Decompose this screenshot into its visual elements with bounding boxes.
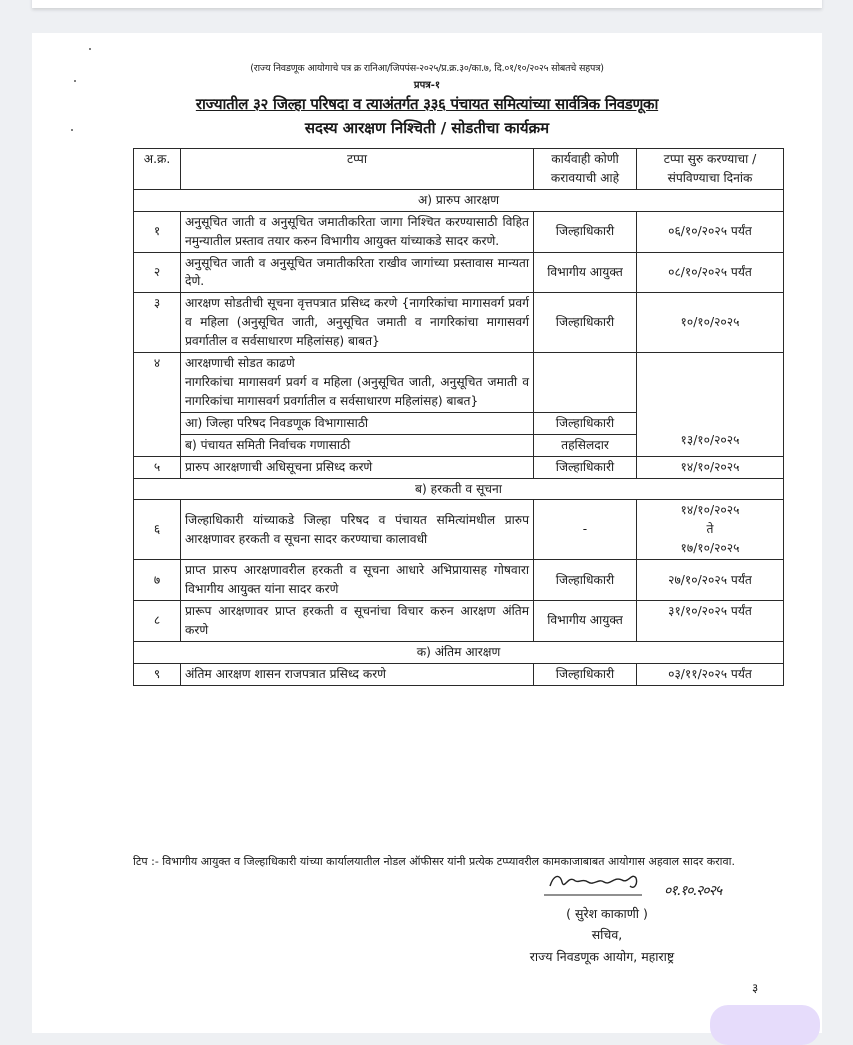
section-row [134, 641, 784, 663]
table-row [134, 211, 784, 252]
row-date: ०३/११/२०२५ पर्यंत [637, 663, 784, 685]
header-authority: कार्यवाही कोणी करावयाची आहे [534, 149, 637, 190]
row-date: ३१/१०/२०२५ पर्यंत [637, 600, 784, 641]
table-row [134, 560, 784, 601]
row-serial: २ [134, 252, 181, 293]
document-title: राज्यातील ३२ जिल्हा परिषदा व त्याअंतर्गत ३३६ पंचायत समित्यांच्या सार्वत्रिक निवडणूका [195, 95, 659, 113]
row-authority: जिल्हाधिकारी [534, 211, 637, 252]
date-to: १७/१०/२०२५ [680, 541, 740, 556]
row-authority: विभागीय आयुक्त [534, 252, 637, 293]
annexure-label: प्रपत्र-१ [413, 80, 441, 91]
signatory-designation: सचिव, [591, 927, 623, 942]
table-row [134, 353, 784, 413]
date-separator: ते [706, 522, 714, 537]
previous-page-card [32, 0, 822, 8]
table-row [134, 500, 784, 560]
row-stage: अनुसूचित जाती व अनुसूचित जमातीकरिता राखीव जागांच्या प्रस्तावास मान्यता देणे. [181, 252, 534, 293]
section-label: क) अंतिम आरक्षण [134, 641, 784, 663]
row-authority: जिल्हाधिकारी [534, 560, 637, 601]
row-authority: विभागीय आयुक्त [534, 600, 637, 641]
row-serial: ७ [134, 560, 181, 601]
row-date: १४/१०/२०२५ [637, 456, 784, 478]
date-from: १४/१०/२०२५ [680, 503, 740, 518]
row-authority: जिल्हाधिकारी [534, 293, 637, 353]
row-serial: ३ [134, 293, 181, 353]
table-row [134, 456, 784, 478]
row-stage: जिल्हाधिकारी यांच्याकडे जिल्हा परिषद व पंचायत समित्यांमधील प्रारुप आरक्षणावर हरकती व सूचना सादर करण्याचा कालावधी [181, 500, 534, 560]
row-stage: आरक्षण सोडतीची सूचना वृत्तपत्रात प्रसिध्द करणे {नागरिकांचा मागासवर्ग प्रवर्ग व महिला (अनुसूचित जाती, अनुसूचित जमाती व नागरिकांचा मागासवर्ग प्रवर्गातील व सर्वसाधारण महिलांसह) बाबत} [181, 293, 534, 353]
header-date: टप्पा सुरु करण्याचा / संपविण्याचा दिनांक [637, 149, 784, 190]
row-authority: - [534, 500, 637, 560]
row-stage-detail: नागरिकांचा मागासवर्ग प्रवर्ग व महिला (अनुसूचित जाती, अनुसूचित जमाती व नागरिकांचा मागासवर्ग प्रवर्गातील व सर्वसाधारण महिलांसह) बाबत} [185, 374, 529, 408]
table-row [134, 293, 784, 353]
section-row [134, 478, 784, 500]
document-page [32, 33, 822, 1033]
subrow-stage: आ) जिल्हा परिषद निवडणूक विभागासाठी [181, 412, 534, 434]
row-authority: जिल्हाधिकारी [534, 456, 637, 478]
row-date: १०/१०/२०२५ [637, 293, 784, 353]
subrow-authority: जिल्हाधिकारी [534, 412, 637, 434]
row-stage [181, 353, 534, 413]
signatory-organization: राज्य निवडणूक आयोग, महाराष्ट्र [529, 949, 675, 964]
row-stage: प्राप्त प्रारुप आरक्षणावरील हरकती व सूचना आधारे अभिप्रायासह गोषवारा विभागीय आयुक्त यांना सादर करणे [181, 560, 534, 601]
document-subtitle: सदस्य आरक्षण निश्चिती / सोडतीचा कार्यक्रम [304, 119, 550, 137]
row-date [637, 500, 784, 560]
row-date: २७/१०/२०२५ पर्यंत [637, 560, 784, 601]
signature-icon [542, 868, 652, 898]
scan-speck [89, 48, 91, 50]
signature-date: ०१.१०.२०२५ [664, 883, 722, 899]
page-number: ३ [752, 981, 759, 995]
section-label: अ) प्रारुप आरक्षण [134, 189, 784, 211]
row-authority [534, 353, 637, 413]
reference-line: (राज्य निवडणूक आयोगाचे पत्र क्र रानिआ/जिपपंस-२०२५/प्र.क्र.३०/का.७, दि.०१/१०/२०२५ सोबतचे सहपत्र) [250, 63, 604, 74]
row-stage: प्रारुप आरक्षणाची अधिसूचना प्रसिध्द करणे [181, 456, 534, 478]
row-serial: ५ [134, 456, 181, 478]
row-serial: १ [134, 211, 181, 252]
subrow-stage: ब) पंचायत समिती निर्वाचक गणासाठी [181, 434, 534, 456]
signatory-name: ( सुरेश काकाणी ) [566, 906, 648, 921]
row-serial: ८ [134, 600, 181, 641]
floating-action-button[interactable] [710, 1005, 820, 1045]
header-serial: अ.क्र. [134, 149, 181, 190]
table-row [134, 663, 784, 685]
section-row [134, 189, 784, 211]
row-date: ०६/१०/२०२५ पर्यंत [637, 211, 784, 252]
row-serial: ६ [134, 500, 181, 560]
row-authority: जिल्हाधिकारी [534, 663, 637, 685]
row-date: ०८/१०/२०२५ पर्यंत [637, 252, 784, 293]
footnote: टिप :- विभागीय आयुक्त व जिल्हाधिकारी यांच्या कार्यालयातील नोडल ऑफीसर यांनी प्रत्येक टप्प्यावरील कामकाजाबाबत आयोगास अहवाल सादर करावा. [133, 855, 735, 868]
table-row [134, 600, 784, 641]
row-serial: ९ [134, 663, 181, 685]
row-serial: ४ [134, 353, 181, 457]
schedule-table [133, 148, 784, 686]
subrow-authority: तहसिलदार [534, 434, 637, 456]
table-row [134, 252, 784, 293]
row-stage-heading: आरक्षणाची सोडत काढणे [185, 356, 295, 371]
row-stage: अनुसूचित जाती व अनुसूचित जमातीकरिता जागा निश्चित करण्यासाठी विहित नमुन्यातील प्रस्ताव तयार करुन विभागीय आयुक्त यांच्याकडे सादर करणे. [181, 211, 534, 252]
row-stage: प्रारूप आरक्षणावर प्राप्त हरकती व सूचनांचा विचार करुन आरक्षण अंतिम करणे [181, 600, 534, 641]
row-stage: अंतिम आरक्षण शासन राजपत्रात प्रसिध्द करणे [181, 663, 534, 685]
table-header-row [134, 149, 784, 190]
section-label: ब) हरकती व सूचना [134, 478, 784, 500]
row-date: १३/१०/२०२५ [637, 353, 784, 457]
header-stage: टप्पा [181, 149, 534, 190]
